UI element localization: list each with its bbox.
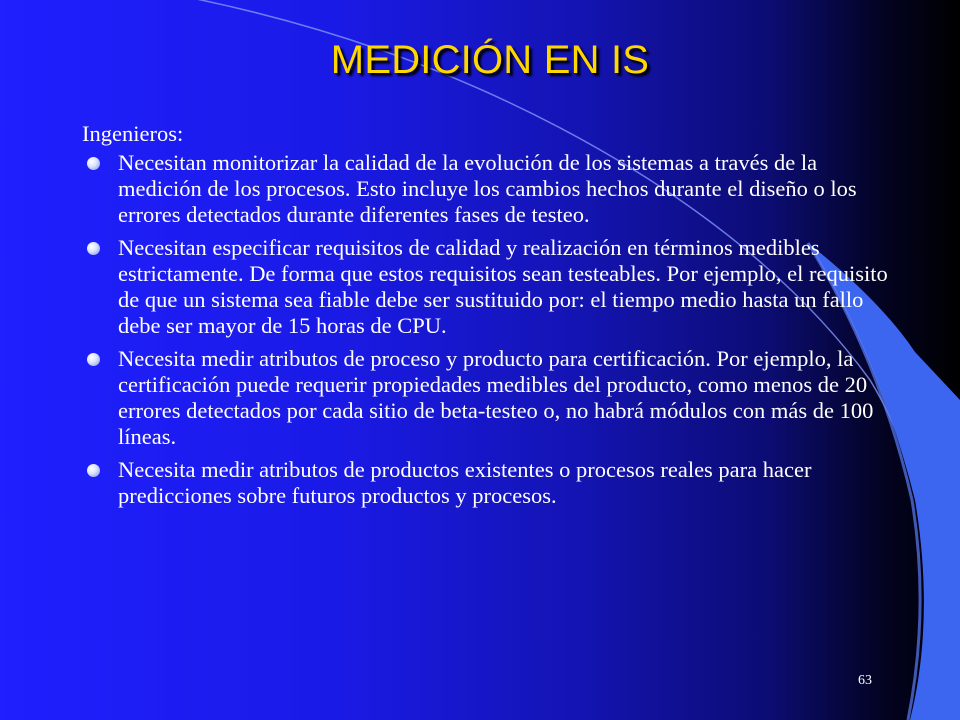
bullet-list [82,150,892,509]
bullet-text: Necesita medir atributos de productos existentes o procesos reales para hacer predicciones sobre futuros productos y procesos. [118,457,812,508]
list-item [82,150,892,228]
intro-text: Ingenieros: [82,121,184,146]
bullet-text: Necesitan monitorizar la calidad de la evolución de los sistemas a través de la medición de los procesos. Esto incluye los cambios hechos durante el diseño o los errores detectados durante diferentes fases de testeo. [118,150,857,227]
slide-title: MEDICIÓN EN IS [330,38,650,82]
slide-body [82,121,892,516]
list-item [82,457,892,509]
bullet-dot-icon [87,242,100,255]
bullet-dot-icon [87,353,100,366]
bullet-dot-icon [87,464,100,477]
bullet-text: Necesita medir atributos de proceso y producto para certificación. Por ejemplo, la certificación puede requerir propiedades medibles del producto, como menos de 20 errores detectados por cada sitio de beta-testeo o, no habrá módulos con más de 100 líneas. [118,346,874,449]
list-item [82,346,892,450]
list-item [82,235,892,339]
bullet-dot-icon [87,157,100,170]
page-number: 63 [858,673,872,688]
bullet-text: Necesitan especificar requisitos de calidad y realización en términos medibles estrictamente. De forma que estos requisitos sean testeables. Por ejemplo, el requisito de que un sistema sea fiable debe ser sustituido por: el tiempo medio hasta un fallo debe ser mayor de 15 horas de CPU. [118,235,888,338]
